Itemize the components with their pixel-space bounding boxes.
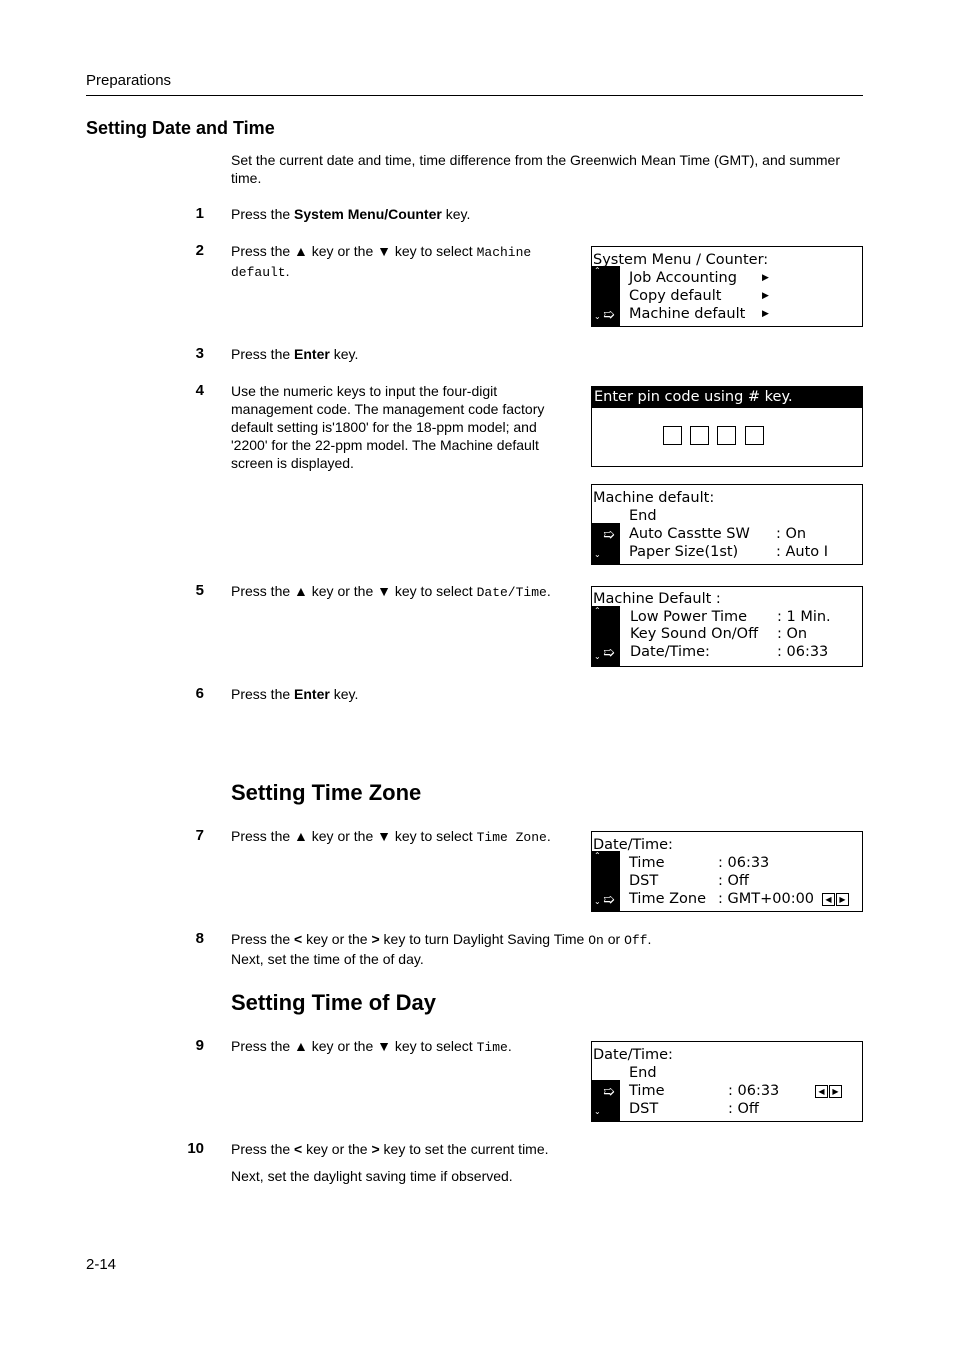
- setting-value: : Off: [728, 1101, 759, 1117]
- step-8-text: Press the < key or the > key to turn Daylight Saving Time On or Off. Next, set the time of the of day.: [231, 931, 652, 967]
- lcd-pin-panel: [591, 386, 863, 467]
- lcd-system-menu-panel: [591, 246, 863, 327]
- lcd-date-time-panel: [591, 1041, 863, 1122]
- running-header: Preparations: [86, 72, 172, 89]
- section-title-date-time: Setting Date and Time: [86, 118, 275, 138]
- menu-item: Job Accounting: [629, 270, 737, 286]
- menu-item: Time: [629, 855, 665, 871]
- menu-item: End: [629, 508, 657, 524]
- left-right-icon: ◀ ▶: [814, 1082, 842, 1100]
- intro-paragraph: Set the current date and time, time difference from the Greenwich Mean Time (GMT), and summer time.: [231, 152, 840, 186]
- section-title-time-zone: Setting Time Zone: [231, 780, 422, 805]
- setting-value: : Auto I: [776, 544, 829, 560]
- step-number: 6: [195, 685, 204, 702]
- step-number: 3: [195, 345, 204, 362]
- step-number: 7: [195, 827, 204, 844]
- menu-item: Machine default: [629, 306, 746, 322]
- menu-item: DST: [629, 873, 659, 889]
- step-number: 8: [195, 930, 204, 947]
- submenu-arrow-icon: ▶: [762, 291, 769, 301]
- panel-title: System Menu / Counter:: [593, 252, 769, 268]
- menu-item: Time: [629, 1083, 665, 1099]
- setting-value: : Off: [718, 873, 749, 889]
- setting-value: : 1 Min.: [777, 609, 831, 625]
- lcd-machine-default-panel: [591, 586, 863, 667]
- scroll-down-icon: ⌄: [594, 652, 601, 661]
- lcd-machine-default-panel: [591, 484, 863, 565]
- step-1-text: Press the System Menu/Counter key.: [231, 206, 471, 222]
- setting-value: : 06:33: [728, 1083, 780, 1099]
- header-rule: [86, 95, 863, 96]
- step-10-text: Press the < key or the > key to set the current time.: [231, 1141, 549, 1157]
- pin-prompt: Enter pin code using # key.: [592, 387, 862, 408]
- page-number: 2-14: [86, 1256, 117, 1273]
- step-number: 4: [195, 382, 204, 399]
- panel-title: Machine default:: [593, 490, 715, 506]
- panel-title: Date/Time:: [593, 1047, 673, 1063]
- setting-value: : GMT+00:00: [718, 891, 815, 907]
- menu-item: DST: [629, 1101, 659, 1117]
- pin-digit-box: [690, 426, 709, 445]
- setting-value: : On: [776, 526, 807, 542]
- cursor-arrow-icon: ➯: [603, 1083, 615, 1099]
- lcd-date-time-panel: [591, 831, 863, 912]
- setting-value: : 06:33: [718, 855, 770, 871]
- menu-item: Auto Casstte SW: [629, 526, 750, 542]
- scroll-down-icon: ⌄: [594, 312, 601, 321]
- step-3-text: Press the Enter key.: [231, 346, 359, 362]
- panel-title: Date/Time:: [593, 837, 673, 853]
- scroll-down-icon: ⌄: [594, 1107, 601, 1116]
- cursor-arrow-icon: ➯: [603, 644, 615, 660]
- setting-value: : On: [777, 626, 808, 642]
- menu-item: Paper Size(1st): [629, 544, 739, 560]
- scroll-down-icon: ⌄: [594, 550, 601, 559]
- scroll-up-icon: ⌃: [594, 851, 601, 860]
- step-number: 5: [195, 582, 204, 599]
- cursor-arrow-icon: ➯: [603, 891, 615, 907]
- step-6-text: Press the Enter key.: [231, 686, 359, 702]
- step-number: 2: [195, 242, 204, 259]
- step-number: 10: [187, 1140, 204, 1157]
- pin-digit-box: [717, 426, 736, 445]
- menu-item: Low Power Time: [630, 609, 748, 625]
- setting-value: : 06:33: [777, 644, 829, 660]
- menu-item: Time Zone: [629, 891, 707, 907]
- menu-item: Copy default: [629, 288, 722, 304]
- menu-item: End: [629, 1065, 657, 1081]
- cursor-arrow-icon: ➯: [603, 526, 615, 542]
- pin-digit-box: [745, 426, 764, 445]
- step-number: 1: [195, 205, 204, 222]
- submenu-arrow-icon: ▶: [762, 309, 769, 319]
- section-title-time-of-day: Setting Time of Day: [231, 990, 436, 1015]
- step-5-text: Press the ▲ key or the ▼ key to select Date/Time.: [231, 583, 551, 600]
- cursor-arrow-icon: ➯: [603, 306, 615, 322]
- menu-item: Key Sound On/Off: [630, 626, 759, 642]
- step-number: 9: [195, 1037, 204, 1054]
- step-2-text: Press the ▲ key or the ▼ key to select Machine default.: [231, 243, 532, 280]
- scroll-up-icon: ⌃: [594, 606, 601, 615]
- scroll-up-icon: ⌃: [594, 266, 601, 275]
- scroll-down-icon: ⌄: [594, 897, 601, 906]
- step-10-note: Next, set the daylight saving time if observed.: [231, 1168, 513, 1184]
- step-9-text: Press the ▲ key or the ▼ key to select Time.: [231, 1038, 512, 1055]
- panel-title: Machine Default :: [593, 591, 721, 607]
- step-7-text: Press the ▲ key or the ▼ key to select Time Zone.: [231, 828, 551, 845]
- submenu-arrow-icon: ▶: [762, 273, 769, 283]
- pin-digit-box: [663, 426, 682, 445]
- step-4-text: Use the numeric keys to input the four-digit management code. The management code factory default setting is'1800' for the 18-ppm model; and '2200' for the 22-ppm model. The Machine default screen is displayed.: [231, 383, 545, 471]
- left-right-icon: ◀ ▶: [821, 890, 849, 908]
- menu-item: Date/Time:: [630, 644, 710, 660]
